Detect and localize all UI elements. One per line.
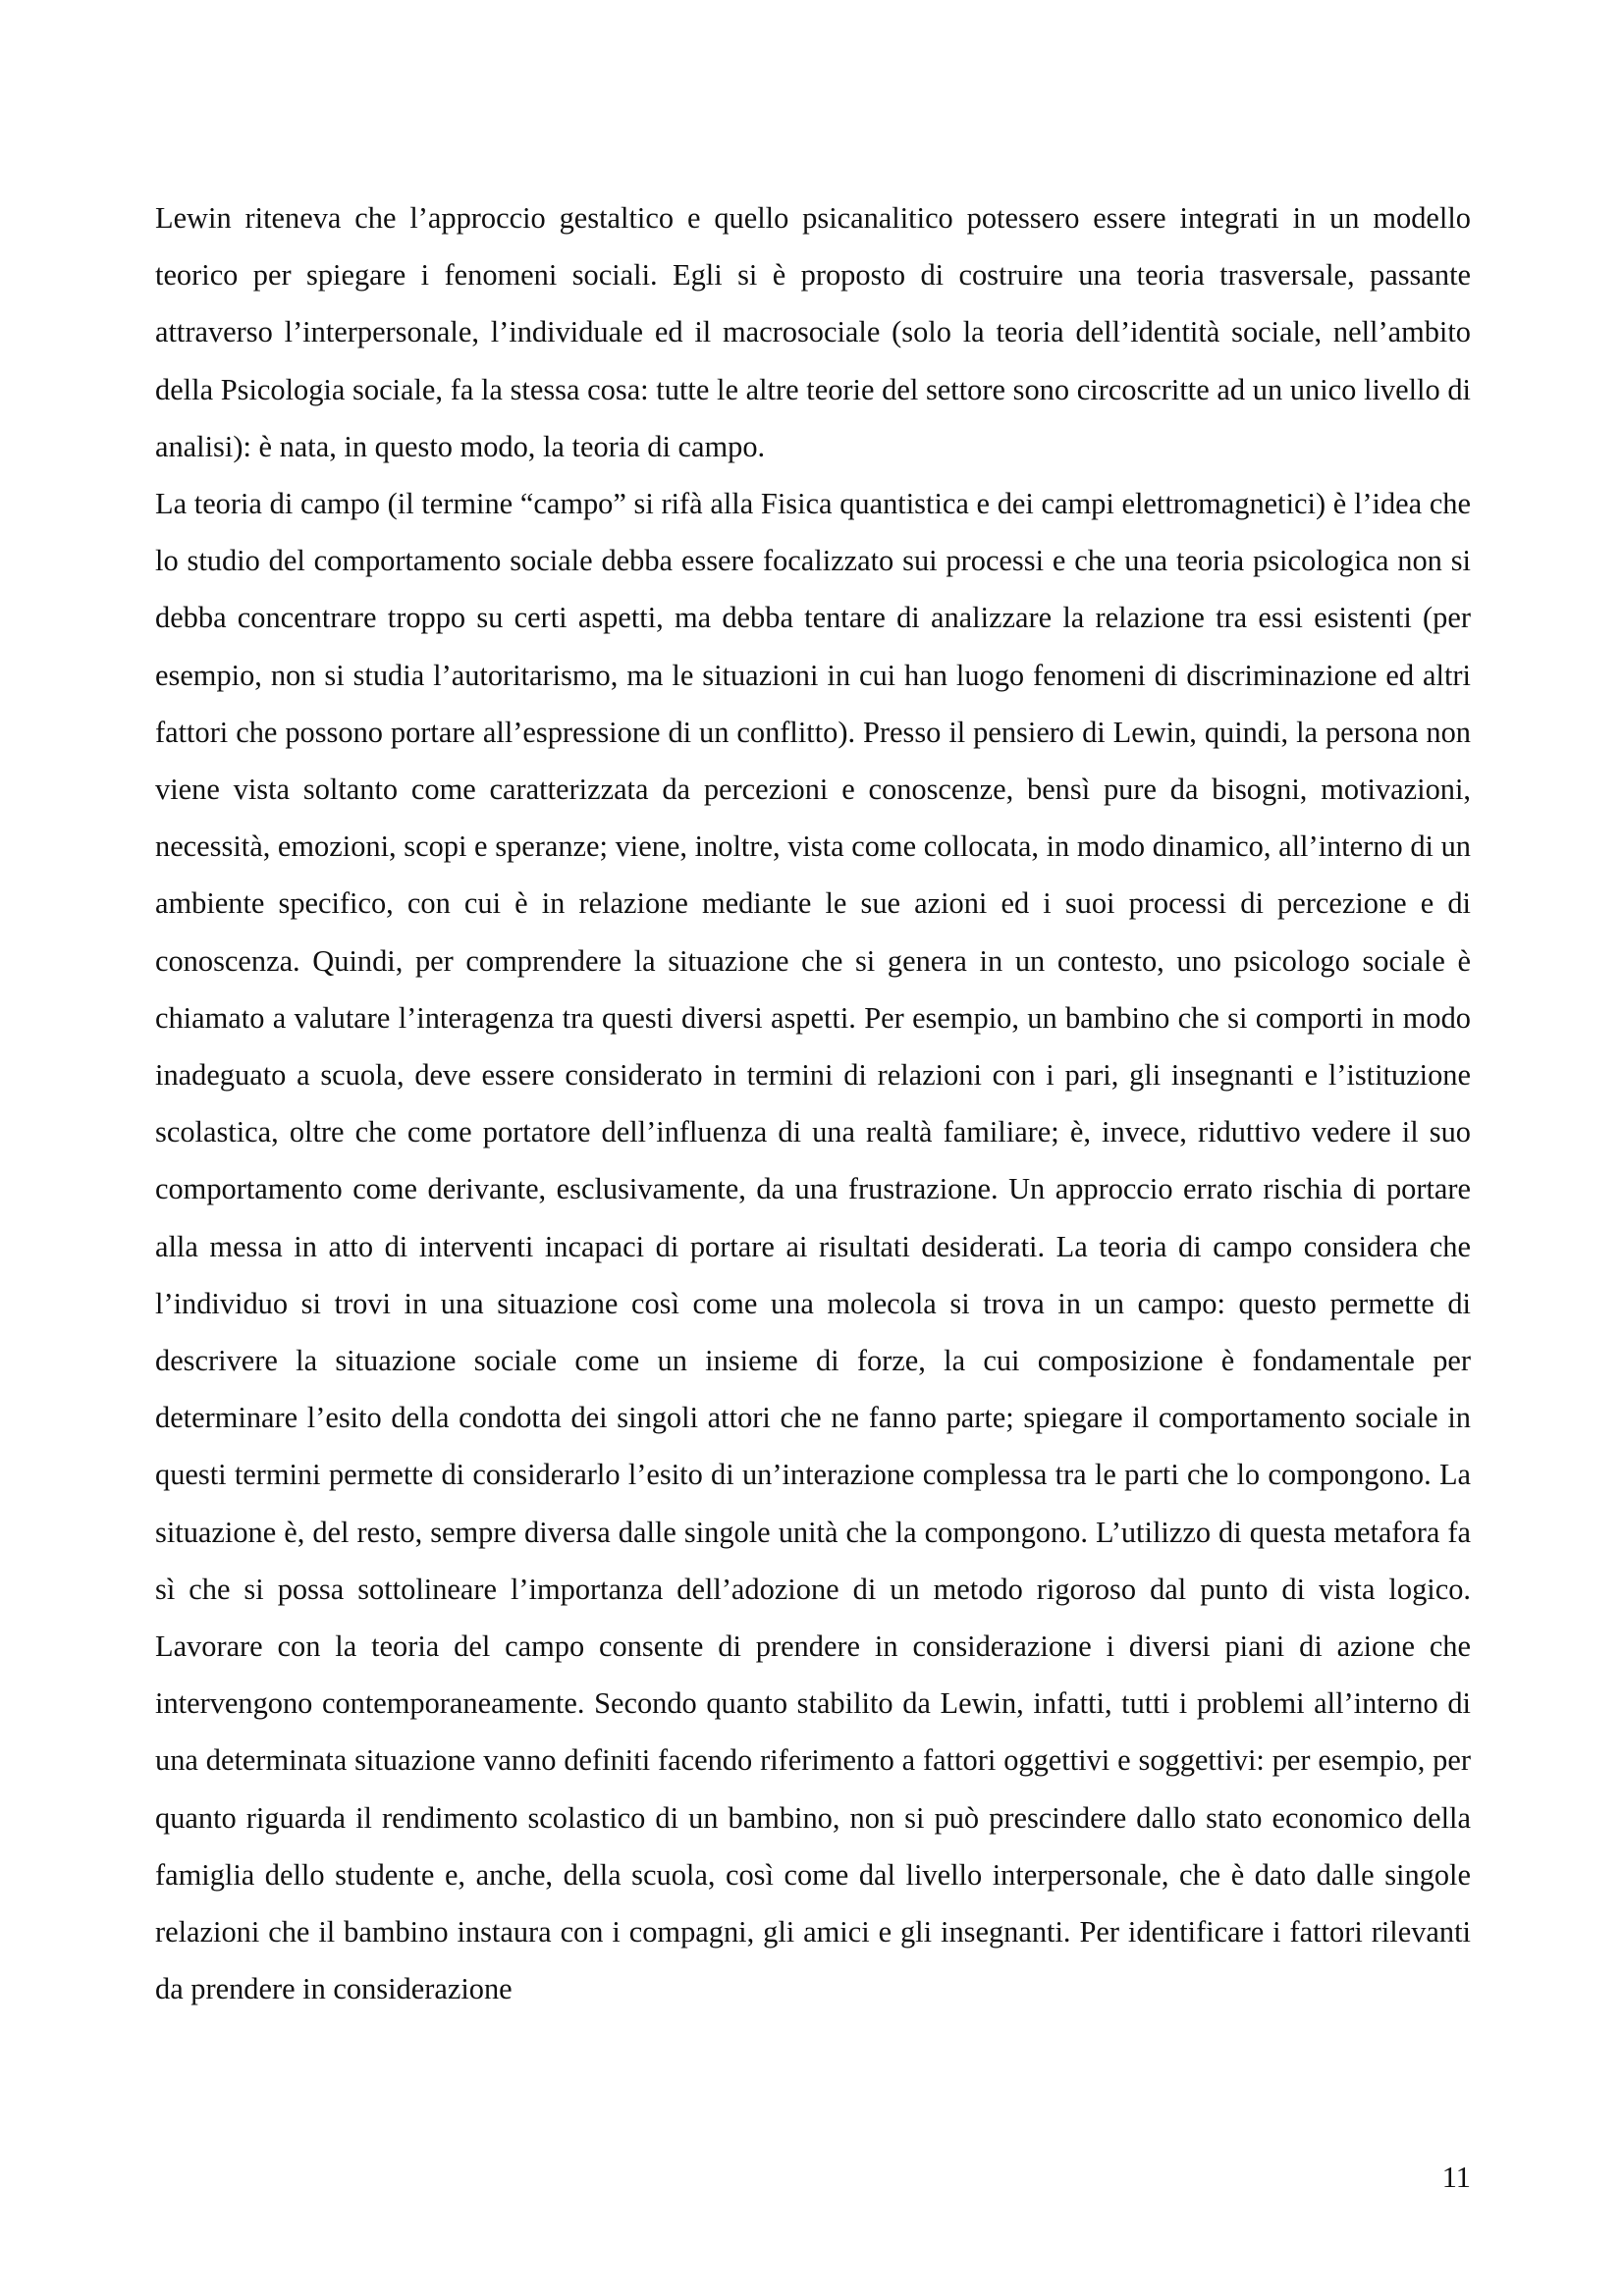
paragraph-2: La teoria di campo (il termine “campo” si rifà alla Fisica quantistica e dei campi elettromagnetici) è l’idea che lo studio del comportamento sociale debba essere focalizzato sui processi e che una teoria psicologica non si debba concentrare troppo su certi aspetti, ma debba tentare di analizzare la relazione tra essi esistenti (per esempio, non si studia l’autoritarismo, ma le situazioni in cui han luogo fenomeni di discriminazione ed altri fattori che possono portare all’espressione di un conflitto). Presso il pensiero di Lewin, quindi, la persona non viene vista soltanto come caratterizzata da percezioni e conoscenze, bensì pure da bisogni, motivazioni, necessità, emozioni, scopi e speranze; viene, inoltre, vista come collocata, in modo dinamico, all’interno di un ambiente specifico, con cui è in relazione mediante le sue azioni ed i suoi processi di percezione e di conoscenza. Quindi, per comprendere la situazione che si genera in un contesto, uno psicologo sociale è chiamato a valutare l’interagenza tra questi diversi aspetti. Per esempio, un bambino che si comporti in modo inadeguato a scuola, deve essere considerato in termini di relazioni con i pari, gli insegnanti e l’istituzione scolastica, oltre che come portatore dell’influenza di una realtà familiare; è, invece, riduttivo vedere il suo comportamento come derivante, esclusivamente, da una frustrazione. Un approccio errato rischia di portare alla messa in atto di interventi incapaci di portare ai risultati desiderati. La teoria di campo considera che l’individuo si trovi in una situazione così come una molecola si trova in un campo: questo permette di descrivere la situazione sociale come un insieme di forze, la cui composizione è fondamentale per determinare l’esito della condotta dei singoli attori che ne fanno parte; spiegare il comportamento sociale in questi termini permette di considerarlo l’esito di un’interazione complessa tra le parti che lo compongono. La situazione è, del resto, sempre diversa dalle singole unità che la compongono. L’utilizzo di questa metafora fa sì che si possa sottolineare l’importanza dell’adozione di un metodo rigoroso dal punto di vista logico. Lavorare con la teoria del campo consente di prendere in considerazione i diversi piani di azione che intervengono contemporaneamente. Secondo quanto stabilito da Lewin, infatti, tutti i problemi all’interno di una determinata situazione vanno definiti facendo riferimento a fattori oggettivi e soggettivi: per esempio, per quanto riguarda il rendimento scolastico di un bambino, non si può prescindere dallo stato economico della famiglia dello studente e, anche, della scuola, così come dal livello interpersonale, che è dato dalle singole relazioni che il bambino instaura con i compagni, gli amici e gli insegnanti. Per identificare i fattori rilevanti da prendere in considerazione: [155, 487, 1471, 2006]
page-number: 11: [1441, 2161, 1471, 2194]
paragraph-1: Lewin riteneva che l’approccio gestaltico e quello psicanalitico potessero essere integrati in un modello teorico per spiegare i fenomeni sociali. Egli si è proposto di costruire una teoria trasversale, passante attraverso l’interpersonale, l’individuale ed il macrosociale (solo la teoria dell’identità sociale, nell’ambito della Psicologia sociale, fa la stessa cosa: tutte le altre teorie del settore sono circoscritte ad un unico livello di analisi): è nata, in questo modo, la teoria di campo.: [155, 201, 1471, 463]
body-text: [155, 189, 1471, 2018]
